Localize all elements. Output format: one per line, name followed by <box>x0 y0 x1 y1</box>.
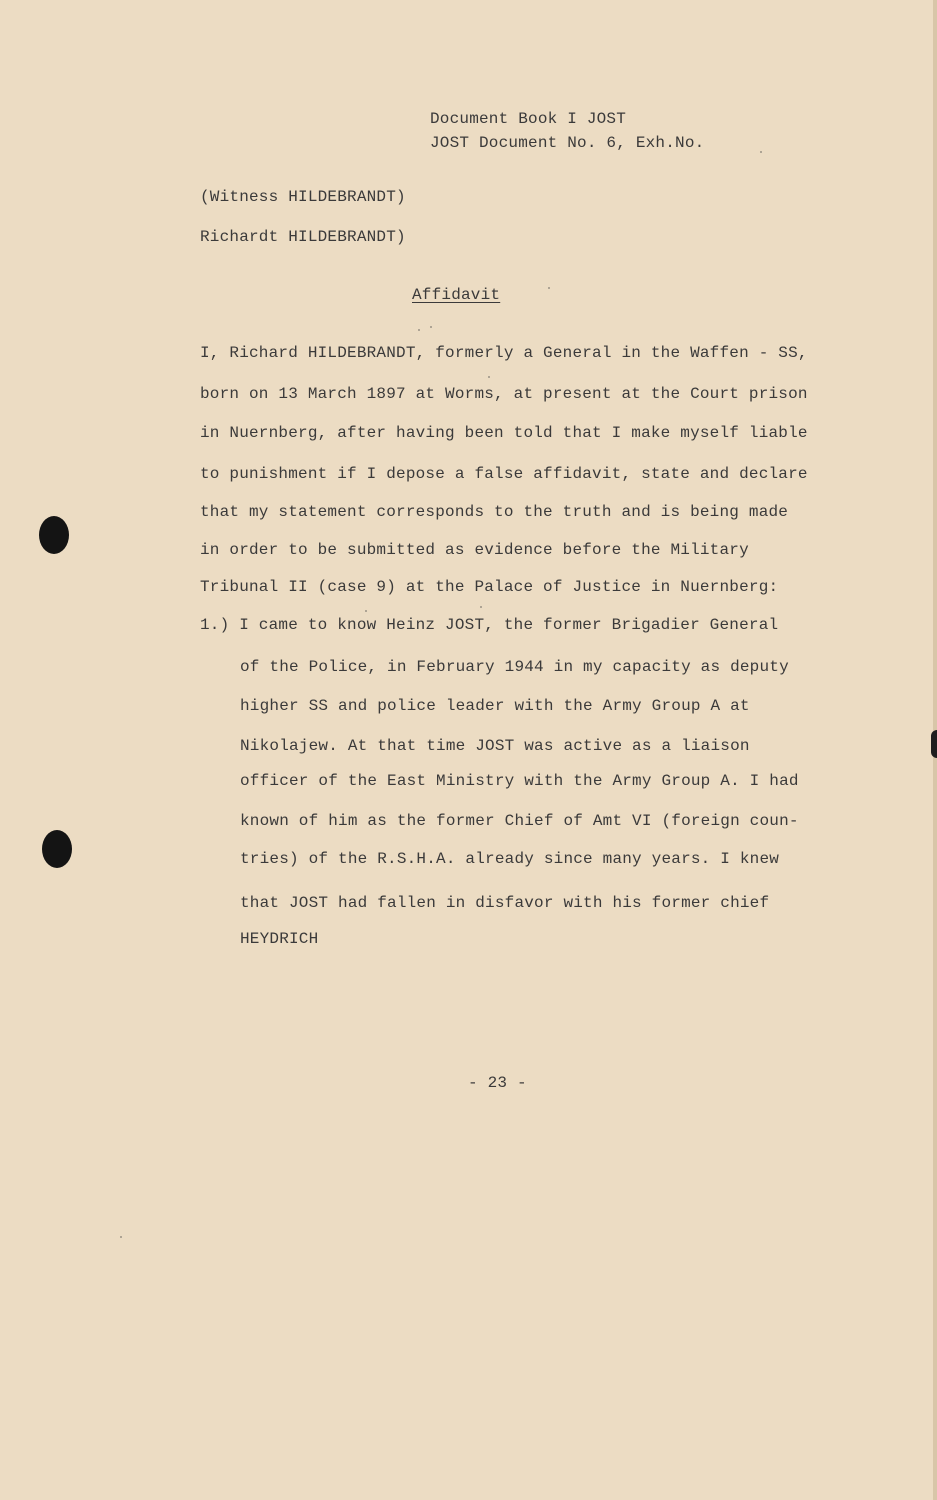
document-title: Affidavit <box>412 286 501 304</box>
page-number: - 23 - <box>468 1074 527 1092</box>
paragraph-line: born on 13 March 1897 at Worms, at present at the Court prison <box>200 385 808 403</box>
paragraph-line: I, Richard HILDEBRANDT, formerly a General in the Waffen - SS, <box>200 344 808 362</box>
numbered-point-line: higher SS and police leader with the Army Group A at <box>240 697 750 715</box>
numbered-point-line: tries) of the R.S.H.A. already since many years. I knew <box>240 850 780 868</box>
page-notch <box>931 730 937 758</box>
numbered-point-start: 1.) I came to know Heinz JOST, the former Brigadier General <box>200 616 779 634</box>
numbered-point-line: Nikolajew. At that time JOST was active as a liaison <box>240 737 750 755</box>
numbered-point-line: of the Police, in February 1944 in my capacity as deputy <box>240 658 789 676</box>
numbered-point-line: that JOST had fallen in disfavor with his former chief <box>240 894 770 912</box>
paper-speck <box>418 329 420 331</box>
document-number-reference: JOST Document No. 6, Exh.No. <box>430 134 705 152</box>
document-book-reference: Document Book I JOST <box>430 110 627 128</box>
paragraph-line: in Nuernberg, after having been told that I make myself liable <box>200 424 808 442</box>
numbered-point-line: officer of the East Ministry with the Army Group A. I had <box>240 772 799 790</box>
paper-speck <box>480 606 482 608</box>
paragraph-line: in order to be submitted as evidence before the Military <box>200 541 749 559</box>
paragraph-line: that my statement corresponds to the truth and is being made <box>200 503 789 521</box>
paragraph-line: Tribunal II (case 9) at the Palace of Justice in Nuernberg: <box>200 578 779 596</box>
paper-speck <box>365 610 367 612</box>
punch-hole <box>39 516 69 554</box>
paragraph-line: to punishment if I depose a false affidavit, state and declare <box>200 465 808 483</box>
numbered-point-line: known of him as the former Chief of Amt VI (foreign coun- <box>240 812 799 830</box>
name-line: Richardt HILDEBRANDT) <box>200 228 406 246</box>
paper-speck <box>430 326 432 328</box>
witness-line: (Witness HILDEBRANDT) <box>200 188 406 206</box>
paper-speck <box>760 151 762 153</box>
paper-speck <box>488 376 490 378</box>
paper-speck <box>120 1236 122 1238</box>
paper-speck <box>548 287 550 289</box>
numbered-point-line: HEYDRICH <box>240 930 319 948</box>
punch-hole <box>42 830 72 868</box>
